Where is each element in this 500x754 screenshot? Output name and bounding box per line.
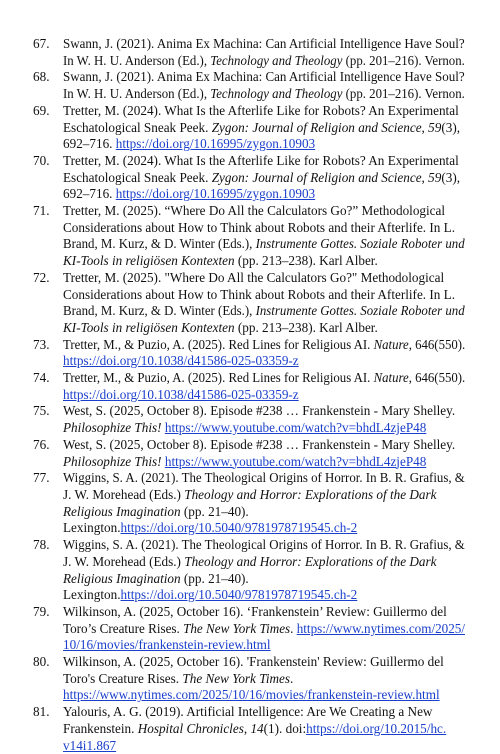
reference-text: (pp. 213–238). Karl Alber. [234, 319, 378, 335]
reference-text: 692–716. [63, 186, 116, 202]
reference-text: Frankenstein. [63, 720, 138, 736]
reference-line [63, 303, 465, 320]
reference-list [33, 36, 465, 754]
reference-line [63, 704, 465, 721]
reference-italic-text: Technology and Theology [210, 86, 343, 102]
reference-item [33, 704, 465, 754]
reference-line [63, 671, 465, 688]
reference-line [63, 587, 465, 604]
reference-link[interactable]: https://doi.org/10.5040/9781978719545.ch-2 [120, 520, 358, 536]
reference-text: West, S. (2025, October 8). Episode #238 … Frankenstein - Mary Shelley. [63, 403, 456, 419]
reference-text: Wilkinson, A. (2025, October 16). 'Frankenstein' Review: Guillermo del [63, 654, 444, 670]
reference-text: Swann, J. (2021). Anima Ex Machina: Can Artificial Intelligence Have Soul? [63, 69, 465, 85]
reference-line [63, 520, 465, 537]
reference-number: 76. [33, 436, 50, 452]
reference-text: Wiggins, S. A. (2021). The Theological Origins of Horror. In B. R. Grafius, & [63, 537, 465, 553]
reference-text: West, S. (2025, October 8). Episode #238 … Frankenstein - Mary Shelley. [63, 436, 456, 452]
reference-line [63, 537, 465, 554]
reference-text: Considerations about How to Think about Robots and their Afterlife. In L. [63, 219, 456, 235]
reference-text: Tretter, M. (2024). What Is the Afterlife Like for Robots? An Experimental [63, 102, 459, 118]
reference-link[interactable]: https://doi.org/10.1038/d41586-025-03359-z [63, 386, 299, 402]
reference-text: Eschatological Sneak Peek. [63, 169, 212, 185]
reference-italic-text: Theology and Horror: Explorations of the Dark [184, 486, 437, 502]
reference-number: 73. [33, 336, 50, 352]
reference-italic-text: 59 [428, 119, 442, 135]
reference-italic-text: Zygon: Journal of Religion and Science [211, 169, 422, 185]
reference-italic-text: KI-Tools in religiösen Kontexten [63, 253, 235, 269]
reference-text: Tretter, M. (2025). "Where Do All the Calculators Go?" Methodological [63, 269, 445, 285]
reference-line [63, 554, 465, 571]
reference-number: 81. [33, 704, 50, 720]
reference-text: In W. H. U. Anderson (Ed.), [63, 86, 211, 102]
reference-line [63, 270, 465, 287]
reference-line [63, 236, 465, 253]
reference-number: 80. [33, 654, 50, 670]
reference-link[interactable]: https://doi.org/10.5040/9781978719545.ch-2 [120, 587, 358, 603]
reference-line [63, 370, 466, 387]
reference-number: 78. [33, 537, 50, 553]
reference-text: Brand, M. Kurz, & D. Winter (Eds.), [63, 303, 256, 319]
reference-text: In W. H. U. Anderson (Ed.), [63, 52, 211, 68]
reference-item [33, 537, 465, 604]
reference-link[interactable]: https://doi.org/10.16995/zygon.10903 [115, 186, 316, 202]
reference-line [63, 220, 465, 237]
reference-link[interactable]: 10/16/movies/frankenstein-review.html [63, 637, 271, 653]
reference-line [63, 253, 465, 270]
reference-text: (pp. 21–40). [180, 503, 249, 519]
reference-number: 77. [33, 470, 50, 486]
reference-line [63, 403, 465, 420]
reference-text: (pp. 213–238). Karl Alber. [234, 253, 378, 269]
reference-line [63, 738, 465, 754]
reference-italic-text: Instrumente Gottes. Soziale Roboter und [255, 303, 465, 319]
reference-link[interactable]: https://doi.org/10.2015/hc. [306, 720, 447, 736]
reference-item [33, 370, 465, 403]
reference-italic-text: KI-Tools in religiösen Kontexten [63, 319, 235, 335]
reference-italic-text: Hospital Chronicles [137, 720, 244, 736]
reference-text: Tretter, M., & Puzio, A. (2025). Red Lines for Religious AI. [63, 370, 374, 386]
reference-number: 67. [33, 36, 50, 51]
reference-item [33, 470, 465, 537]
reference-text: . [290, 670, 294, 686]
reference-text: Wiggins, S. A. (2021). The Theological Origins of Horror. In B. R. Grafius, & [63, 470, 465, 486]
reference-italic-text: Technology and Theology [210, 52, 343, 68]
reference-text: Tretter, M. (2024). What Is the Afterlife Like for Robots? An Experimental [63, 152, 459, 168]
reference-link[interactable]: https://www.youtube.com/watch?v=bhdL4zjeP48 [164, 453, 427, 469]
reference-line [63, 504, 465, 521]
reference-item [33, 153, 465, 203]
reference-line [63, 621, 463, 638]
reference-text: Wilkinson, A. (2025, October 16). ‘Frankenstein’ Review: Guillermo del [63, 603, 447, 619]
reference-link[interactable]: v14i1.867 [63, 737, 117, 753]
reference-number: 75. [33, 403, 50, 419]
reference-text: J. W. Morehead (Eds.) [63, 486, 185, 502]
reference-line [63, 186, 465, 203]
reference-item [33, 604, 465, 654]
reference-link[interactable]: https://doi.org/10.1038/d41586-025-03359-z [63, 353, 299, 369]
reference-text: Tretter, M., & Puzio, A. (2025). Red Lines for Religious AI. [63, 336, 374, 352]
reference-item [33, 270, 465, 337]
reference-line [63, 52, 465, 70]
reference-text: , [243, 720, 251, 736]
reference-italic-text: The New York Times [182, 670, 290, 686]
reference-link[interactable]: https://doi.org/10.16995/zygon.10903 [115, 136, 316, 152]
reference-text: , 646(550). [408, 336, 466, 352]
reference-line [63, 36, 465, 53]
reference-line [63, 120, 465, 137]
reference-italic-text: 14 [250, 720, 264, 736]
reference-text: Swann, J. (2021). Anima Ex Machina: Can Artificial Intelligence Have Soul? [63, 36, 465, 51]
reference-text: (pp. 21–40). [180, 570, 249, 586]
reference-text: 692–716. [63, 136, 116, 152]
reference-line [63, 86, 465, 103]
reference-line [63, 571, 465, 588]
reference-line [63, 604, 465, 621]
reference-text: (pp. 201–216). Vernon. [342, 52, 465, 68]
reference-number: 69. [33, 102, 50, 118]
reference-text: J. W. Morehead (Eds.) [63, 553, 185, 569]
reference-text: . [290, 620, 297, 636]
reference-line [63, 69, 465, 86]
reference-text: Brand, M. Kurz, & D. Winter (Eds.), [63, 236, 256, 252]
reference-number: 72. [33, 269, 50, 285]
reference-item [33, 337, 465, 370]
reference-line [63, 420, 465, 437]
reference-line [63, 153, 465, 170]
reference-text: Lexington. [63, 587, 121, 603]
reference-number: 70. [33, 152, 50, 168]
reference-text: , [421, 169, 429, 185]
reference-italic-text: Philosophize This! [63, 420, 162, 436]
reference-item [33, 36, 465, 69]
reference-line [63, 654, 465, 671]
reference-line [63, 470, 465, 487]
reference-item [33, 69, 465, 102]
reference-text: (3), [441, 119, 461, 135]
reference-italic-text: Philosophize This! [63, 453, 162, 469]
reference-line [63, 637, 465, 654]
reference-line [63, 353, 465, 370]
reference-line [63, 203, 465, 220]
reference-link[interactable]: https://www.nytimes.com/2025/ [296, 620, 465, 636]
reference-text: Toro’s Creature Rises. [63, 620, 184, 636]
reference-line [63, 487, 465, 504]
reference-item [33, 654, 465, 704]
reference-line [63, 454, 465, 471]
reference-italic-text: 59 [428, 169, 442, 185]
reference-text: Tretter, M. (2025). “Where Do All the Calculators Go?” Methodological [63, 203, 446, 219]
reference-line [63, 103, 465, 120]
reference-italic-text: Religious Imagination [63, 503, 181, 519]
reference-line [63, 437, 465, 454]
reference-number: 79. [33, 603, 50, 619]
reference-italic-text: Zygon: Journal of Religion and Science [211, 119, 422, 135]
reference-italic-text: Religious Imagination [63, 570, 181, 586]
reference-number: 74. [33, 370, 50, 386]
reference-item [33, 103, 465, 153]
reference-text: (pp. 201–216). Vernon. [342, 86, 465, 102]
reference-number: 71. [33, 203, 50, 219]
reference-italic-text: The New York Times [183, 620, 291, 636]
reference-line [63, 136, 465, 153]
reference-text: Eschatological Sneak Peek. [63, 119, 212, 135]
reference-line [63, 687, 465, 704]
reference-text: Toro's Creature Rises. [63, 670, 183, 686]
reference-item [33, 203, 465, 270]
reference-line [63, 287, 465, 304]
reference-text: Considerations about How to Think about Robots and their Afterlife. In L. [63, 286, 456, 302]
reference-italic-text: Theology and Horror: Explorations of the Dark [184, 553, 437, 569]
reference-number: 68. [33, 69, 50, 85]
reference-line [63, 336, 466, 354]
reference-text: (3), [441, 169, 461, 185]
reference-line [63, 320, 465, 337]
reference-text: (1). doi: [263, 720, 307, 736]
reference-line [63, 721, 465, 738]
reference-text: , 646(550). [408, 370, 466, 386]
reference-italic-text: Instrumente Gottes. Soziale Roboter und [255, 236, 465, 252]
reference-line [63, 387, 465, 404]
reference-text: Yalouris, A. G. (2019). Artificial Intelligence: Are We Creating a New [63, 704, 433, 720]
reference-link[interactable]: https://www.youtube.com/watch?v=bhdL4zjeP48 [164, 420, 427, 436]
reference-italic-text: Nature [373, 370, 409, 386]
reference-italic-text: Nature [373, 336, 409, 352]
reference-line [63, 170, 465, 187]
reference-item [33, 437, 465, 470]
reference-text: Lexington. [63, 520, 121, 536]
reference-link[interactable]: https://www.nytimes.com/2025/10/16/movies/frankenstein-review.html [63, 687, 440, 703]
reference-text: , [421, 119, 429, 135]
reference-item [33, 403, 465, 436]
